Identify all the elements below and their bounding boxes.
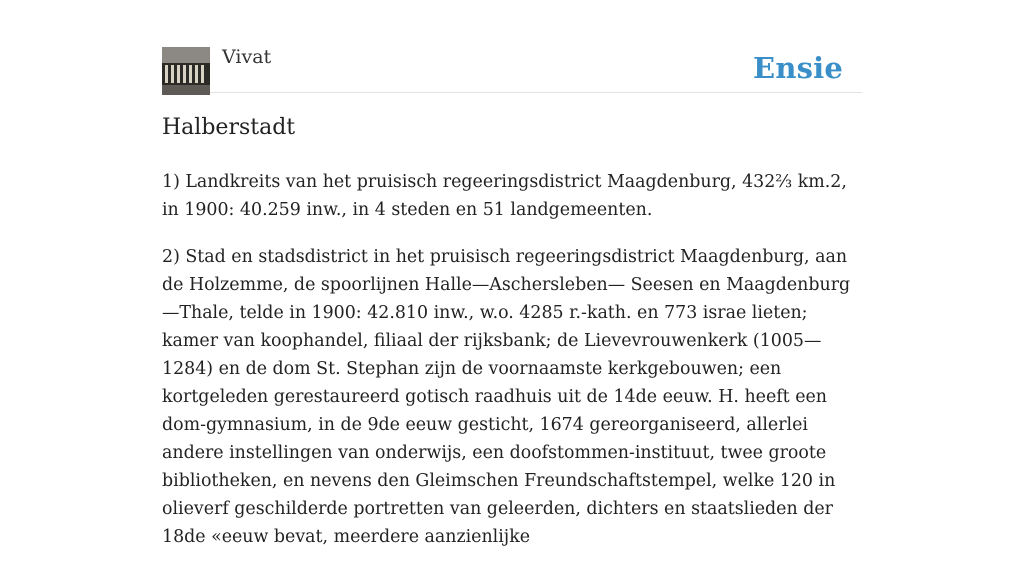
article-header [162,0,862,93]
paragraph-1: 1) Landkreits van het pruisisch regeeringsdistrict Maagdenburg, 432⅔ km.2, in 1900: 40.259 inw., in 4 steden en 51 landgemeenten. [162,172,847,220]
site-logo[interactable]: Ensie [753,51,843,85]
building-facade-icon [162,47,210,95]
author-name[interactable]: Vivat [222,46,272,68]
article-page [162,0,862,547]
paragraph-2: 2) Stad en stadsdistrict in het pruisisch regeeringsdistrict Maagdenburg, aan de Holzemme, de spoorlijnen Halle—Aschersleben— Seesen en Maagdenburg—Thale, telde in 1900: 42.810 inw., w.o. 4285 r.-kath. en 773 israe lieten; kamer van koophandel, filiaal der rijksbank; de Lievevrouwenkerk (1005—1284) en de dom St. Stephan zijn de voornaamste kerkgebouwen; een kortgeleden gerestaureerd gotisch raadhuis uit de 14de eeuw. H. heeft een dom-gymnasium, in de 9de eeuw gesticht, 1674 gereorganiseerd, allerlei andere instellingen van onderwijs, een doofstommen-instituut, twee groote bibliotheken, en nevens den Gleimschen Freundschaftstempel, welke 120 in olieverf geschilderde portretten van geleerden, dichters en staatslieden der 18de «eeuw bevat, meerdere aanzienlijke [162,247,851,547]
avatar[interactable] [162,47,210,95]
article-body [162,168,862,570]
page-title: Halberstadt [162,115,296,140]
